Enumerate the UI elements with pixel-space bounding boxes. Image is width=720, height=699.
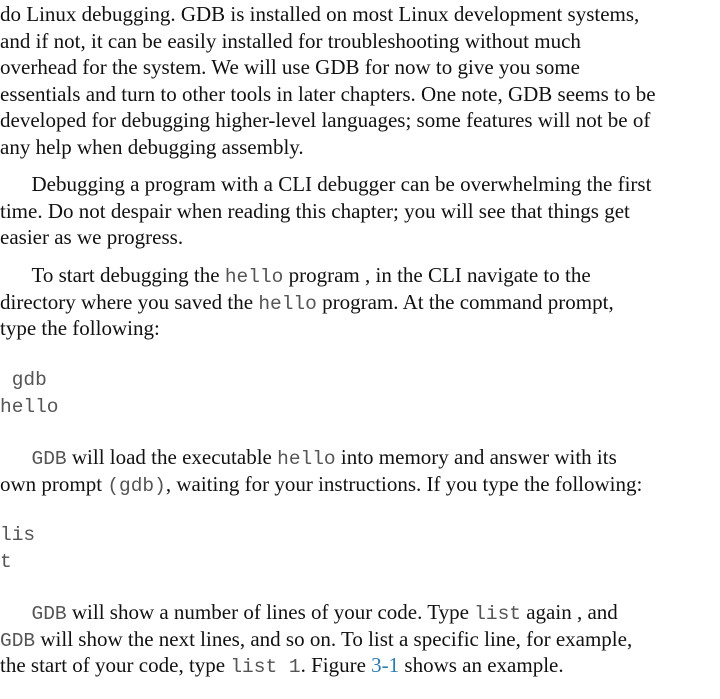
text-segment: shows an example.: [399, 653, 564, 677]
text-line: type the following:: [0, 316, 160, 340]
paragraph-overwhelm: [0, 171, 720, 251]
text-line: and if not, it can be easily installed for troubleshooting without much: [0, 28, 581, 53]
indent: [0, 445, 32, 469]
inline-code: list: [474, 603, 521, 625]
text-line: do Linux debugging. GDB is installed on most Linux development systems,: [0, 2, 640, 26]
text-line: [0, 444, 720, 471]
figure-link[interactable]: 3-1: [371, 653, 400, 677]
text-segment: program. At the command prompt,: [316, 289, 614, 314]
code-line: t: [0, 550, 12, 573]
text-line: [0, 626, 720, 653]
text-segment: , waiting for your instructions. If you type the following:: [165, 471, 643, 496]
text-segment: program , in the CLI navigate to the: [283, 263, 591, 287]
text-line: easier as we progress.: [0, 225, 184, 249]
text-line: [0, 471, 720, 498]
code-line: lis: [0, 524, 36, 546]
inline-code: GDB: [0, 629, 36, 652]
code-block-list: [0, 522, 35, 575]
indent: [0, 600, 32, 624]
paragraph-intro: [0, 1, 720, 160]
inline-code: list 1: [230, 656, 301, 678]
text-segment: will load the executable: [66, 445, 278, 469]
code-line: gdb: [0, 369, 47, 391]
text-segment: To start debugging the: [0, 263, 225, 287]
text-segment: will show the next lines, and so on. To list a specific line, for example,: [35, 626, 633, 651]
inline-code: hello: [277, 448, 336, 470]
inline-code: (gdb): [107, 474, 166, 497]
text-line: any help when debugging assembly.: [0, 134, 304, 159]
text-line: Debugging a program with a CLI debugger can be overwhelming the first: [0, 172, 652, 196]
text-line: [0, 289, 720, 316]
text-segment: own prompt: [0, 471, 108, 496]
text-line: overhead for the system. We will use GDB for now to give you some: [0, 55, 580, 79]
text-segment: the start of your code, type: [0, 653, 231, 677]
text-line: [0, 262, 720, 289]
text-segment: into memory and answer with its: [335, 445, 617, 469]
text-segment: directory where you saved the: [0, 289, 259, 314]
text-segment: again , and: [520, 600, 618, 624]
text-segment: . Figure: [300, 653, 372, 677]
inline-code: GDB: [31, 603, 67, 625]
text-segment: will show a number of lines of your code. Type: [66, 600, 475, 624]
text-line: time. Do not despair when reading this chapter; you will see that things get: [0, 198, 630, 223]
paragraph-start-debugging: [0, 262, 720, 342]
inline-code: hello: [258, 292, 317, 315]
text-line: essentials and turn to other tools in later chapters. One note, GDB seems to be: [0, 81, 656, 106]
paragraph-gdb-show: [0, 599, 720, 679]
code-line: hello: [0, 395, 59, 418]
inline-code: hello: [224, 266, 284, 288]
text-line: [0, 652, 720, 679]
paragraph-gdb-load: [0, 444, 720, 497]
code-block-gdb: [0, 367, 59, 420]
text-line: developed for debugging higher-level languages; some features will not be of: [0, 108, 651, 132]
inline-code: GDB: [31, 448, 67, 470]
text-line: [0, 599, 720, 626]
